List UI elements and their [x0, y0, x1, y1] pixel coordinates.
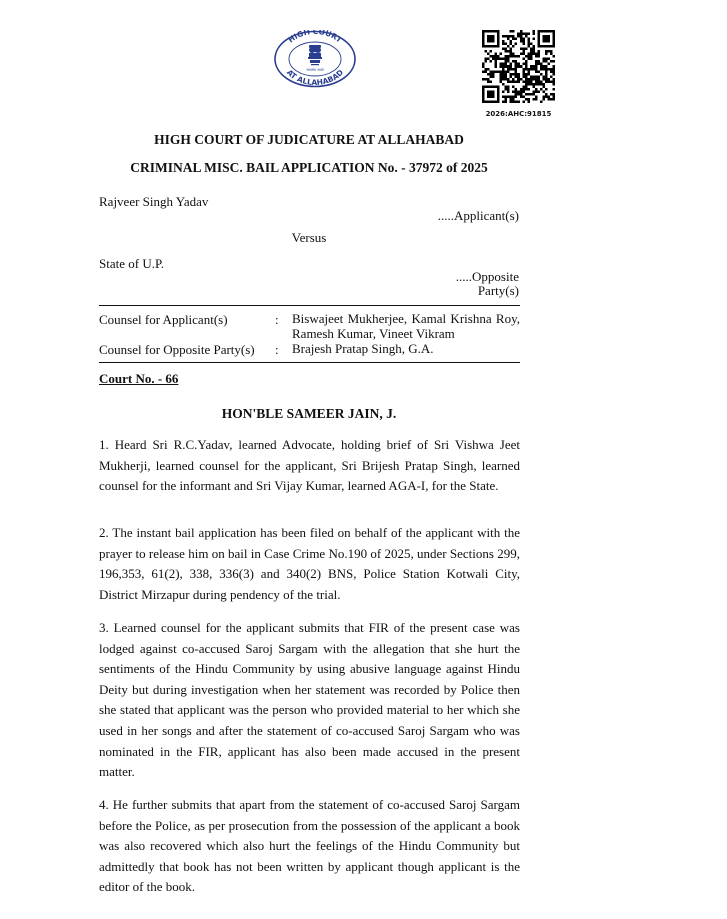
paragraph-3: 3. Learned counsel for the applicant submits that FIR of the present case was lodged against co-accused Saroj Sargam with the allegation that she hurt the sentiments of the Hindu Community by using abusive language against Hindu Deity but during investigation when her statement was recorded by Police then she stated that applicant was the person who provided material to her which she used in her songs and after the statement of co-accused Saroj Sargam who was nominated in the FIR, applicant has also been made accused in the present matter.	[99, 620, 520, 780]
svg-text:HIGH COURT	[286, 30, 344, 45]
seal-top-text: HIGH COURT	[286, 30, 344, 45]
judge-name: HON'BLE SAMEER JAIN, J.	[221, 406, 397, 421]
counsel-applicant-names: Biswajeet Mukherjee, Kamal Krishna Roy, Ramesh Kumar, Vineet Vikram	[292, 311, 520, 341]
counsel-opposite-colon: :	[275, 342, 279, 357]
court-name-heading: HIGH COURT OF JUDICATURE AT ALLAHABAD	[154, 132, 464, 147]
court-number: Court No. - 66	[99, 371, 179, 386]
counsel-applicant-label: Counsel for Applicant(s)	[99, 312, 228, 327]
seal-bottom-text: AT ALLAHABAD	[284, 67, 346, 88]
paragraph-1: 1. Heard Sri R.C.Yadav, learned Advocate, holding brief of Sri Vishwa Jeet Mukherji, learned counsel for the applicant, Sri Brijesh Pratap Singh, learned counsel for the informant and Sri Vijay Kumar, learned AGA-I, for the State.	[99, 437, 520, 494]
paragraph-4: 4. He further submits that apart from the statement of co-accused Saroj Sargam before the Police, as per prosecution from the possession of the applicant a book was also recovered which also hurt the feelings of the Hindu Community but admittedly that book has not been written by applicant though applicant is the editor of the book.	[99, 797, 520, 895]
versus-label: Versus	[291, 230, 327, 245]
counsel-opposite-names: Brajesh Pratap Singh, G.A.	[292, 341, 434, 356]
paragraph-2: 2. The instant bail application has been filed on behalf of the applicant with the prayer to release him on bail in Case Crime No.190 of 2025, under Sections 299, 196,353, 61(2), 338, 336(3) and 340(2) BNS, Police Station Kotwali City, District Mirzapur during pendency of the trial.	[99, 525, 520, 602]
case-title-heading: CRIMINAL MISC. BAIL APPLICATION No. - 37972 of 2025	[130, 160, 488, 175]
applicant-role: .....Applicant(s)	[437, 208, 519, 223]
divider-top	[99, 305, 520, 306]
opposite-party-name: State of U.P.	[99, 256, 164, 271]
counsel-applicant-colon: :	[275, 312, 279, 327]
counsel-opposite-label: Counsel for Opposite Party(s)	[99, 342, 255, 357]
opposite-party-role-line2: Party(s)	[477, 283, 519, 298]
qr-code-icon	[482, 30, 555, 103]
national-emblem-icon	[308, 45, 322, 65]
opposite-party-role-line1: .....Opposite	[455, 269, 519, 284]
divider-bottom	[99, 362, 520, 363]
court-seal-logo	[273, 30, 357, 88]
qr-code-text: 2026:AHC:91815	[485, 110, 552, 118]
applicant-name: Rajveer Singh Yadav	[99, 194, 209, 209]
seal-motto: सत्यमेव जयते	[306, 68, 324, 72]
